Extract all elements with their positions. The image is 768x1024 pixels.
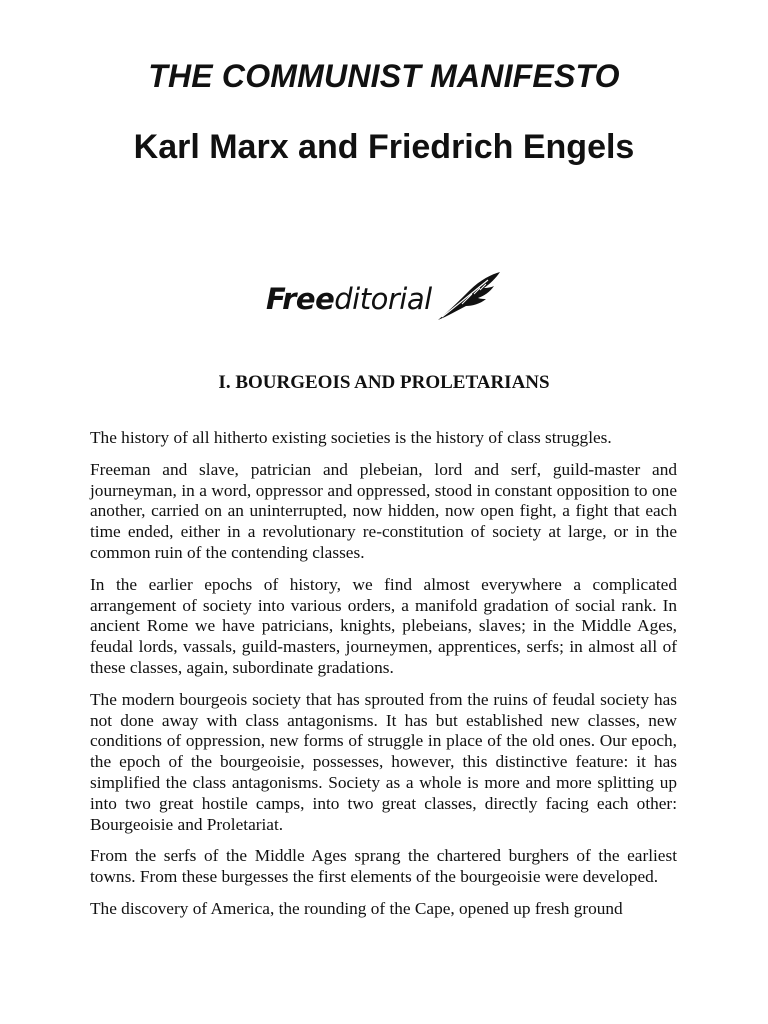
publisher-logo-text (266, 282, 432, 316)
paragraph: Freeman and slave, patrician and plebeian, lord and serf, guild-master and journeyman, in a word, oppressor and oppressed, stood in constant opposition to one another, carried on an uninterrupted, now hidden, now open fight, a fight that each time ended, either in a revolutionary re-constitution of society at large, or in the common ruin of the contending classes. (90, 459, 677, 562)
document-title: THE COMMUNIST MANIFESTO (148, 58, 620, 94)
document-authors: Karl Marx and Friedrich Engels (133, 128, 635, 166)
paragraph: The history of all hitherto existing societies is the history of class struggles. (90, 428, 612, 447)
publisher-logo-bold: Free (266, 282, 335, 316)
paragraph: From the serfs of the Middle Ages sprang the chartered burghers of the earliest towns. From these burgesses the first elements of the bourgeoisie were developed. (90, 846, 677, 887)
body-text (90, 428, 677, 931)
paragraph: In the earlier epochs of history, we find almost everywhere a complicated arrangement of society into various orders, a manifold gradation of social rank. In ancient Rome we have patricians, knights, plebeians, slaves; in the Middle Ages, feudal lords, vassals, guild-masters, journeymen, apprentices, serfs; in almost all of these classes, again, subordinate gradations. (90, 574, 677, 677)
feather-quill-icon (436, 270, 502, 322)
chapter-heading: I. BOURGEOIS AND PROLETARIANS (218, 372, 550, 393)
paragraph: The discovery of America, the rounding of the Cape, opened up fresh ground (90, 898, 623, 918)
publisher-logo-regular: ditorial (334, 282, 432, 316)
publisher-logo (266, 270, 502, 322)
paragraph: The modern bourgeois society that has sprouted from the ruins of feudal society has not done away with class antagonisms. It has but established new classes, new conditions of oppression, new forms of struggle in place of the old ones. Our epoch, the epoch of the bourgeoisie, possesses, however, this distinctive feature: it has simplified the class antagonisms. Society as a whole is more and more splitting up into two great hostile camps, into two great classes, directly facing each other: Bourgeoisie and Proletariat. (90, 689, 677, 834)
